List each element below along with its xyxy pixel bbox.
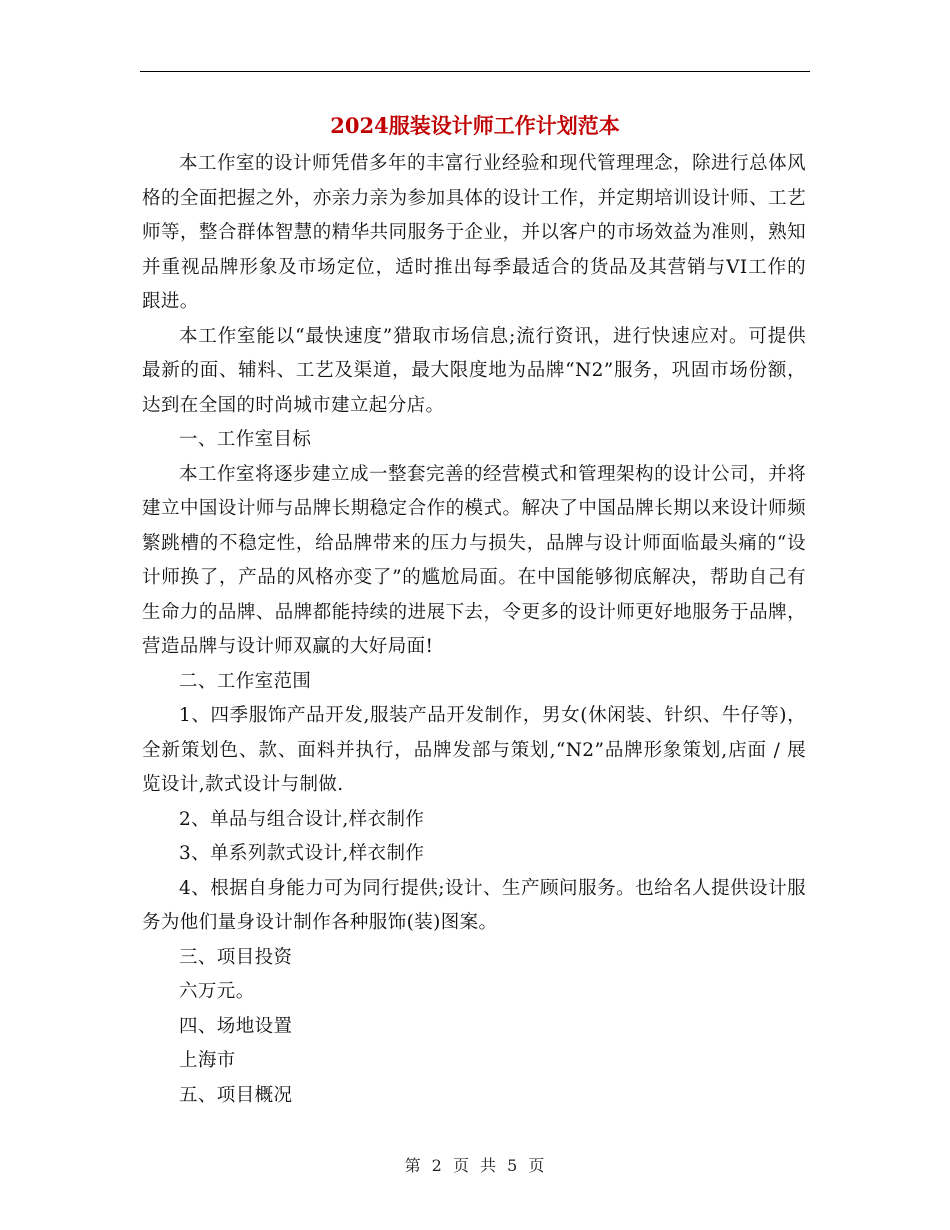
paragraph-speed: 本工作室能以“最快速度”猎取市场信息;流行资讯，进行快速应对。可提供最新的面、辅料、工艺及渠道，最大限度地为品牌“N2”服务，巩固市场份额，达到在全国的时尚城市建立起分店。 [142,325,806,416]
list-item-scope-2: 2、单品与组合设计,样衣制作 [179,808,425,830]
paragraph-intro: 本工作室的设计师凭借多年的丰富行业经验和现代管理理念，除进行总体风格的全面把握之外，亦亲力亲为参加具体的设计工作，并定期培训设计师、工艺师等，整合群体智慧的精华共同服务于企业，并以客户的市场效益为准则，熟知并重视品牌形象及市场定位，适时推出每季最适合的货品及其营销与VI工作的跟进。 [142,153,806,312]
list-item-scope-4: 4、根据自身能力可为同行提供;设计、生产顾问服务。也给名人提供设计服务为他们量身设计制作各种服饰(装)图案。 [142,877,806,933]
section-heading-goal: 一、工作室目标 [179,429,312,450]
document-title: 2024服装设计师工作计划范本 [330,113,620,138]
list-item-scope-1: 1、四季服饰产品开发,服装产品开发制作，男女(休闲装、针织、牛仔等)， 全新策划色、款、面料并执行，品牌发部与策划,“N2”品牌形象策划,店面 / 展览设计,款式设计与制做. [142,705,806,795]
section-heading-scope: 二、工作室范围 [179,670,312,692]
paragraph-investment: 六万元。 [179,981,255,1002]
section-heading-venue: 四、场地设置 [179,1015,293,1037]
paragraph-venue: 上海市 [179,1050,236,1071]
header-rule [140,71,810,72]
paragraph-goal: 本工作室将逐步建立成一整套完善的经营模式和管理架构的设计公司，并将建立中国设计师与品牌长期稳定合作的模式。解决了中国品牌长期以来设计师频繁跳槽的不稳定性，给品牌带来的压力与损失，品牌与设计师面临最头痛的“设计师换了，产品的风格亦变了”的尴尬局面。在中国能够彻底解决，帮助自己有生命力的品牌、品牌都能持续的进展下去，令更多的设计师更好地服务于品牌，营造品牌与设计师双赢的大好局面! [142,463,806,657]
section-heading-investment: 三、项目投资 [179,946,293,968]
list-item-scope-3: 3、单系列款式设计,样衣制作 [179,843,425,864]
section-heading-overview: 五、项目概况 [179,1084,293,1106]
document-body [142,147,806,1113]
page-number-footer: 第 2 页 共 5 页 [404,1156,546,1175]
